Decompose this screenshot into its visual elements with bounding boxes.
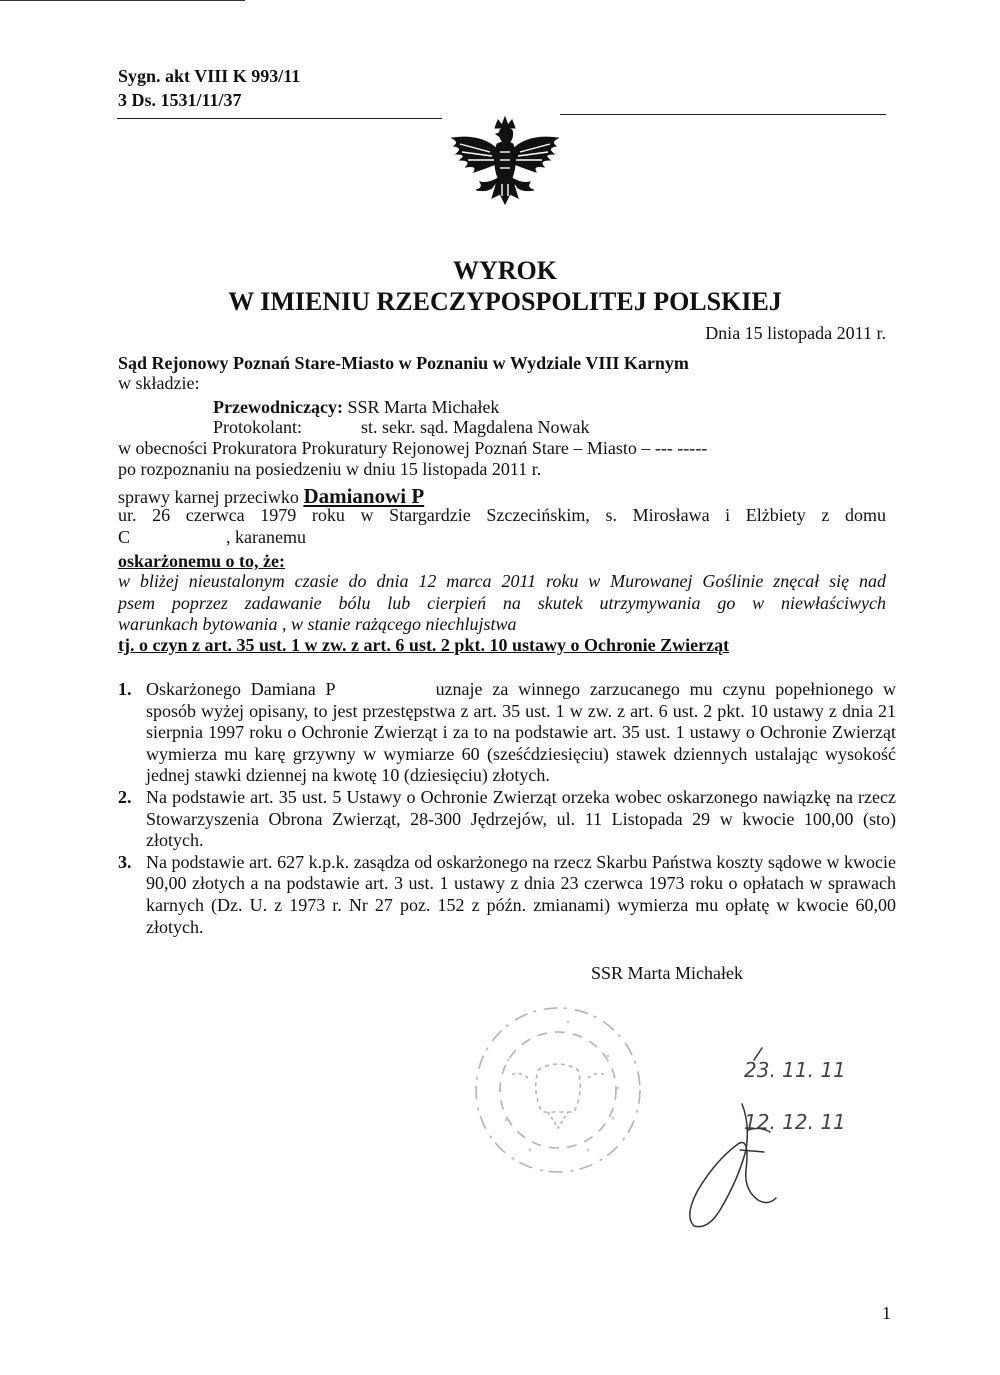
verdict-item-text: Na podstawie art. 35 ust. 5 Ustawy o Ochronie Zwierząt orzeka wobec oskarzonego nawiązkę na rzecz Stowarzyszenia Obrona Zwierząt, 28-300 Jędrzejów, ul. 11 Listopada 29 w kwocie 100,00 (sto) złotych.: [146, 786, 896, 851]
handwritten-signature-icon: [680, 1040, 840, 1240]
header-rule-right: [560, 114, 886, 115]
accused-label: oskarżonemu o to, że:: [118, 551, 285, 571]
eagle-emblem-icon: [440, 112, 570, 228]
clerk-name: st. sekr. sąd. Magdalena Nowak: [361, 417, 590, 437]
charge-line-3: warunkach bytowania , w stanie rażącego niechlujstwa: [118, 614, 517, 634]
verdict-item-number: 1.: [118, 679, 132, 699]
hearing-line: po rozpoznaniu na posiedzeniu w dniu 15 listopada 2011 r.: [118, 459, 542, 479]
chair-name: SSR Marta Michałek: [347, 397, 500, 417]
verdict-item-number: 2.: [118, 786, 132, 807]
judge-signature-name: SSR Marta Michałek: [591, 963, 743, 983]
handwritten-date-1: 23. 11. 11: [744, 1058, 846, 1082]
header-rule-left: [117, 118, 442, 119]
verdict-item-text: uznaje za winnego zarzucanego mu czynu popełnionego w sposób wyżej opisany, to jest przestępstwa z art. 35 ust. 1 w zw. z art. 6 ust. 2 pkt. 10 ustawy z dnia 21 sierpnia 1997 roku o Ochronie Zwierząt i za to na podstawie art. 35 ust. 1 ustawy o Ochronie Zwierząt wymierza mu karę grzywny w wymiarze 60 (sześćdziesięciu) stawek dziennych ustalając wysokość jednej stawki dziennej na kwotę 10 (dziesięciu) złotych.: [146, 679, 897, 786]
charge-line-2: psem poprzez zadawanie bólu lub cierpień na skutek utrzymywania go w niewłaściwych: [118, 593, 886, 613]
chair-line: [213, 397, 499, 418]
ds-number: 3 Ds. 1531/11/37: [118, 90, 242, 110]
court-seal-stamp-icon: [468, 1000, 648, 1180]
case-number: Sygn. akt VIII K 993/11: [118, 66, 301, 86]
prosecutor-line: w obecności Prokuratora Prokuratury Rejonowej Poznań Stare – Miasto – --- -----: [118, 438, 708, 458]
charge-line-1: w bliżej nieustalonym czasie do dnia 12 marca 2011 roku w Murowanej Goślinie znęcał się nad: [118, 571, 886, 591]
birth-mother-name: C: [118, 527, 131, 547]
verdict-item-number: 3.: [118, 851, 132, 872]
clerk-label: Protokolant:: [213, 417, 302, 437]
composition-label: w składzie:: [118, 373, 200, 393]
verdict-list: [118, 679, 896, 938]
verdict-item: [118, 787, 896, 852]
birth-line-1: ur. 26 czerwca 1979 roku w Stargardzie Szczecińskim, s. Mirosława i Elżbiety z domu: [118, 505, 886, 525]
page-number: 1: [882, 1303, 891, 1323]
document-title: WYROK: [453, 256, 557, 285]
verdict-item-text: Na podstawie art. 627 k.p.k. zasądza od oskarżonego na rzecz Skarbu Państwa koszty sądowe w kwocie 90,00 złotych a na podstawie art. 3 ust. 1 ustawy z dnia 23 czerwca 1973 roku o opłatach w sprawach karnych (Dz. U. z 1973 r. Nr 27 poz. 152 z późn. zmianami) wymierza mu opłatę w kwocie 60,00 złotych.: [146, 851, 896, 937]
handwritten-date-2: 12. 12. 11: [744, 1110, 846, 1134]
defendant-name: Damianowi P: [303, 484, 425, 508]
document-subtitle: W IMIENIU RZECZYPOSPOLITEJ POLSKIEJ: [228, 287, 782, 316]
judgment-date: Dnia 15 listopada 2011 r.: [705, 323, 886, 343]
court-name: Sąd Rejonowy Poznań Stare-Miasto w Poznaniu w Wydziale VIII Karnym: [118, 353, 689, 373]
chair-label: Przewodniczący:: [213, 397, 343, 417]
verdict-item-defendant: Oskarżonego Damiana P: [146, 679, 336, 699]
verdict-item: [118, 852, 896, 938]
birth-line-2: [118, 527, 306, 548]
birth-previous-conviction: , karanemu: [226, 527, 306, 547]
verdict-item: [118, 679, 896, 787]
against-label: sprawy karnej przeciwko: [118, 487, 299, 507]
scan-edge-line: [0, 0, 245, 1]
legal-basis: tj. o czyn z art. 35 ust. 1 w zw. z art. 6 ust. 2 pkt. 10 ustawy o Ochronie Zwierząt: [118, 635, 730, 655]
